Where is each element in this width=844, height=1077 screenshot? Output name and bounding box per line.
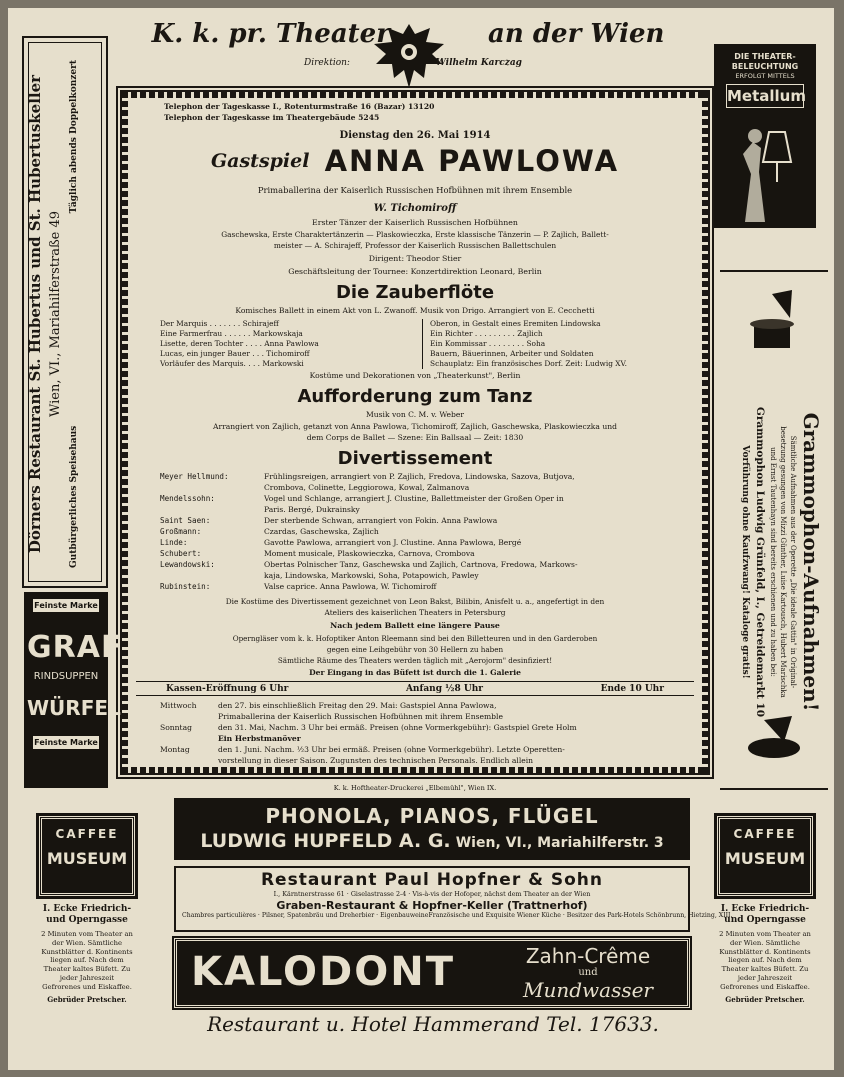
divertissement-item: Crombova, Colinette, Leggiorowa, Kowal, Zalmanova <box>264 483 470 492</box>
theater-title-right: an der Wien <box>488 19 665 49</box>
grammophon-title: Grammophon-Aufnahmen! <box>799 412 823 712</box>
divertissement-item: Schubert: Moment musicale, Plaskowieczka, Carnova, Crombova <box>160 549 475 558</box>
divertissement-list <box>160 472 700 593</box>
hopfner-right: Französische und Exquisite Wiener Küche · Besitzer des Park-Hotels Schönbrunn, Hietzing, XIII. <box>428 912 733 919</box>
zauberfloete-costumes: Kostüme und Dekorationen von „Theaterkunst", Berlin <box>309 371 521 380</box>
doerners-ad <box>22 36 108 588</box>
graf-product: RINDSUPPEN <box>33 671 99 682</box>
divertissement-title: Divertissement <box>337 448 493 469</box>
kalodont-ad <box>174 938 690 1008</box>
meander-border-left <box>122 92 128 773</box>
divertissement-item: kaja, Lindowska, Markowski, Soha, Potapowich, Pawley <box>264 571 479 580</box>
double-eagle-emblem <box>370 18 448 94</box>
divertissement-item: Meyer Hellmund: Frühlingsreigen, arrangiert von P. Zajlich, Fredova, Lindowska, Sazova, Butjova, <box>160 472 575 481</box>
end-time: Ende 10 Uhr <box>600 683 664 694</box>
graf-ad <box>24 592 123 788</box>
divertissement-item: Lewandowski: Obertas Polnischer Tanz, Gaschewska und Zajlich, Cartnova, Fredowa, Markows- <box>160 560 578 569</box>
schedule-entry: Montag den 1. Juni. Nachm. ½3 Uhr bei ermäß. Preisen (ohne Vormerkgebühr). Letzte Operetten- <box>160 745 565 754</box>
zauberfloete-title: Die Zauberflöte <box>335 282 495 303</box>
tanz-desc-1: Arrangiert von Zajlich, getanzt von Anna Pawlowa, Tichomiroff, Zajlich, Gaschewska, Plaskowieczka und <box>213 422 617 431</box>
conductor-line: Dirigent: Theodor Stier <box>368 254 462 263</box>
tanz-desc-2: dem Corps de Ballet — Szene: Ein Ballsaal — Zeit: 1830 <box>306 433 524 442</box>
record-player-icon <box>744 712 804 768</box>
gastspiel-subtitle: Primaballerina der Kaiserlich Russischen Hofbühnen mit ihrem Ensemble <box>257 185 573 195</box>
schedule-entry: Mittwoch den 27. bis einschließlich Freitag den 29. Mai: Gastspiel Anna Pawlowa, <box>160 701 497 710</box>
dancers-line-2: meister — A. Schirajeff, Professor der Kaiserlich Russischen Ballettschulen <box>273 241 557 250</box>
box-office-time: Kassen-Eröffnung 6 Uhr <box>166 683 289 694</box>
doerners-note: Täglich abends Doppelkonzert <box>69 60 79 214</box>
lamp-figure-icon <box>725 114 805 224</box>
tanz-title: Aufforderung zum Tanz <box>297 386 533 407</box>
meander-border-top <box>122 92 708 98</box>
glasses-note-1: Operngläser vom k. k. Hofoptiker Anton Rleemann sind bei den Billetteuren und in den Garderoben <box>232 634 598 643</box>
cast-entry: Ein Kommissar . . . . . . . . Soha <box>430 339 546 348</box>
cast-entry: Oberon, in Gestalt eines Eremiten Lindowska <box>430 319 601 328</box>
caffee-address: I. Ecke Friedrich- und Operngasse <box>720 904 810 925</box>
gastspiel-heading <box>132 144 698 180</box>
theater-title-left: K. k. pr. Theater <box>151 19 390 49</box>
div-costumes-1: Die Kostüme des Divertissement gezeichnet von Leon Bakst, Bilibin, Anisfelt u. a., angefertigt in den <box>225 597 605 606</box>
upcoming-schedule: Mittwoch den 27. bis einschließlich Freitag den 29. Mai: Gastspiel Anna Pawlowa, Primaballerina der Kaiserlich Russischen Hofbühnen mit ihrem Ensemble Sonntag den 31. Mai, Nachm. 3 Uhr bei ermäß. Preisen (ohne Vormerkgebühr): Gastspiel Grete Holm Ein Herbstmanöver Montag den 1. Juni. Nachm. ½3 Uhr bei ermäß. Preisen (ohne Vormerkgebühr). Letzte Operetten- vorstellung in dieser Saison. Zugunsten des technischen Personals. Endlich allein <box>160 701 700 767</box>
divertissement-item: Großmann: Czardas, Gaschewska, Zajlich <box>160 527 379 536</box>
phone-line-2: Telephon der Tageskasse im Theatergebäude 5245 <box>164 113 380 122</box>
div-costumes-2: Ateliers des kaiserlichen Theaters in Petersburg <box>324 608 506 617</box>
hopfner-sub: Graben-Restaurant & Hopfner-Keller (Trattnerhof) <box>276 899 588 912</box>
cast-entry: Vorläufer des Marquis. . . . Markowski <box>160 359 304 368</box>
cast-entry: Lisette, deren Tochter . . . . Anna Pawlowa <box>160 339 319 348</box>
zauberfloete-cast-left <box>160 319 420 369</box>
zauberfloete-desc: Komisches Ballett in einem Akt von L. Zwanoff. Musik von Drigo. Arrangiert von E. Cecchetti <box>235 306 595 315</box>
cast-entry: Bauern, Bäuerinnen, Arbeiter und Soldaten <box>430 349 594 358</box>
partner-name: W. Tichomiroff <box>373 203 457 214</box>
disinfect-note: Sämtliche Räume des Theaters werden täglich mit „Aerojorm" desinfiziert! <box>277 656 553 665</box>
pause-note: Nach jedem Ballett eine längere Pause <box>330 621 500 630</box>
metallum-top: DIE THEATER-BELEUCHTUNG <box>731 52 799 71</box>
phonola-line-2: LUDWIG HUPFELD A. G. Wien, VI., Mariahilferstr. 3 <box>200 830 664 852</box>
grammophon-text-1: Sämtliche Aufnahmen aus der Operette „Die ideale Gattin" in Original- <box>789 435 797 689</box>
caffee-museum-ad-left <box>26 810 148 1040</box>
schedule-entry: Sonntag den 31. Mai, Nachm. 3 Uhr bei ermäß. Preisen (ohne Vormerkgebühr): Gastspiel Grete Holm <box>160 723 577 732</box>
caffee-owner: Gebrüder Pretscher. <box>725 994 805 1004</box>
caffee-museum-ad-right <box>704 810 826 1040</box>
phone-line-1: Telephon der Tageskasse I., Rotenturmstraße 16 (Bazar) 13120 <box>164 102 435 111</box>
printer-line: K. k. Hoftheater-Druckerei „Elbemühl", Wien IX. <box>333 784 497 792</box>
phonola-ad <box>174 798 690 860</box>
graf-top: Feinste Marke <box>34 601 98 610</box>
metallum-name: Metallum <box>726 84 804 108</box>
cast-entry: Eine Farmerfrau . . . . . . Markowskaja <box>160 329 303 338</box>
caffee-address: I. Ecke Friedrich- und Operngasse <box>42 904 132 925</box>
glasses-note-2: gegen eine Leihgebühr von 30 Hellern zu haben <box>326 645 504 654</box>
divertissement-item: Mendelssohn: Vogel und Schlange, arrangiert J. Clustine, Ballettmeister der Großen Oper in <box>160 494 564 503</box>
divertissement-item: Rubinstein: Valse caprice. Anna Pawlowa, W. Tichomiroff <box>160 582 437 591</box>
cast-entry: Schauplatz: Ein französisches Dorf. Zeit: Ludwig XV. <box>430 359 627 368</box>
cast-divider <box>422 319 423 369</box>
program-frame <box>116 86 714 779</box>
program-content <box>132 100 698 765</box>
kalodont-products: Zahn-Crême und Mundwasser <box>522 944 653 1002</box>
zauberfloete-cast-right <box>430 319 692 369</box>
metallum-sub: ERFOLGT MITTELS <box>735 72 795 80</box>
hopfner-address: I., Kärntnerstrasse 61 · Giselastrasse 2-4 · Vis-à-vis der Hofoper, nächst dem Theater an der Wien <box>273 890 591 898</box>
cast-entry: Ein Richter . . . . . . . . . Zajlich <box>430 329 543 338</box>
gastspiel-label: Gastspiel <box>210 150 310 172</box>
tanz-music: Musik von C. M. v. Weber <box>365 410 465 419</box>
times-bar <box>136 681 694 696</box>
doerners-address: Wien, VI., Mariahilferstraße 49 <box>48 210 63 418</box>
grammophon-shop: Grammophon Ludwig Grünfeld, I., Getreidemarkt 10 <box>754 406 766 718</box>
playbill-page <box>8 8 834 1070</box>
kalodont-name: KALODONT <box>191 949 455 995</box>
doerners-title: Dörners Restaurant St. Hubertus und St. Hubertuskeller <box>26 74 44 554</box>
grammophon-demo: Vorführung ohne Kaufzwang! Kataloge gratis! <box>740 445 750 679</box>
caffee-museum-logo: CAFFEE MUSEUM <box>39 816 135 896</box>
start-time: Anfang ½8 Uhr <box>405 683 484 694</box>
direction-line: Direktion: Wilhelm Karczag <box>304 58 522 68</box>
grammophon-text-2: besetzung gesungen von Mizzi Günther, Luise Kartousch, Hubert Marischka <box>779 426 787 698</box>
buffet-note: Der Eingang in das Büfett ist durch die 1. Galerie <box>309 668 521 677</box>
divertissement-item: Linde: Gavotte Pawlowa, arrangiert von J. Clustine. Anna Pawlowa, Bergé <box>160 538 522 547</box>
dancers-line-1: Gaschewska, Erste Charaktertänzerin — Plaskowieczka, Erste klassische Tänzerin — P. Zajlich, Ballett- <box>221 230 609 239</box>
grammophon-text-3: und Ernst Tautenhayn sind bereits erschienen und zu haben bei: <box>769 447 777 677</box>
phonola-line-1: PHONOLA, PIANOS, FLÜGEL <box>265 804 599 828</box>
caffee-text: 2 Minuten vom Theater an der Wien. Sämtliche Kunstblätter d. Kontinents liegen auf. Nach dem Theater kaltes Büfett. Zu jeder Jahreszeit Gefrorenes und Eiskaffee. <box>719 930 811 991</box>
grammophon-ad <box>720 270 828 790</box>
cast-entry: Lucas, ein junger Bauer . . . Tichomiroff <box>160 349 310 358</box>
caffee-text: 2 Minuten vom Theater an der Wien. Sämtliche Kunstblätter d. Kontinents liegen auf. Nach dem Theater kaltes Büfett. Zu jeder Jahreszeit Gefrorenes und Eiskaffee. <box>41 930 133 991</box>
hopfner-title: Restaurant Paul Hopfner & Sohn <box>260 870 604 890</box>
hopfner-left: Chambres particulières · Pilsner, Spatenbräu und Dreherbier · Eigenbauweine <box>182 912 429 919</box>
caffee-owner: Gebrüder Pretscher. <box>47 994 127 1004</box>
graf-bottom: Feinste Marke <box>34 738 98 747</box>
metallum-ad <box>714 44 816 228</box>
management-line: Geschäftsleitung der Tournee: Konzertdirektion Leonard, Berlin <box>288 267 542 276</box>
divertissement-item: Paris. Bergé, Dukrainsky <box>264 505 360 514</box>
hopfner-ad <box>174 866 733 932</box>
caffee-museum-logo: CAFFEE MUSEUM <box>717 816 813 896</box>
graf-wuerfel: WÜRFEL <box>27 696 121 720</box>
meander-border-bottom <box>122 767 708 773</box>
hammerand-ad: Restaurant u. Hotel Hammerand Tel. 17633. <box>207 1012 659 1036</box>
divertissement-item: Saint Saen: Der sterbende Schwan, arrangiert von Fokin. Anna Pawlowa <box>160 516 498 525</box>
partner-title: Erster Tänzer der Kaiserlich Russischen Hofbühnen <box>312 218 518 227</box>
meander-border-right <box>702 92 708 773</box>
graf-name: GRAF <box>27 630 123 665</box>
doerners-sub: Gutbürgerliches Speisehaus <box>69 425 79 568</box>
date-line: Dienstag den 26. Mai 1914 <box>339 130 491 141</box>
star-name: ANNA PAWLOWA <box>324 144 620 178</box>
cast-entry: Der Marquis . . . . . . . Schirajeff <box>160 319 279 328</box>
